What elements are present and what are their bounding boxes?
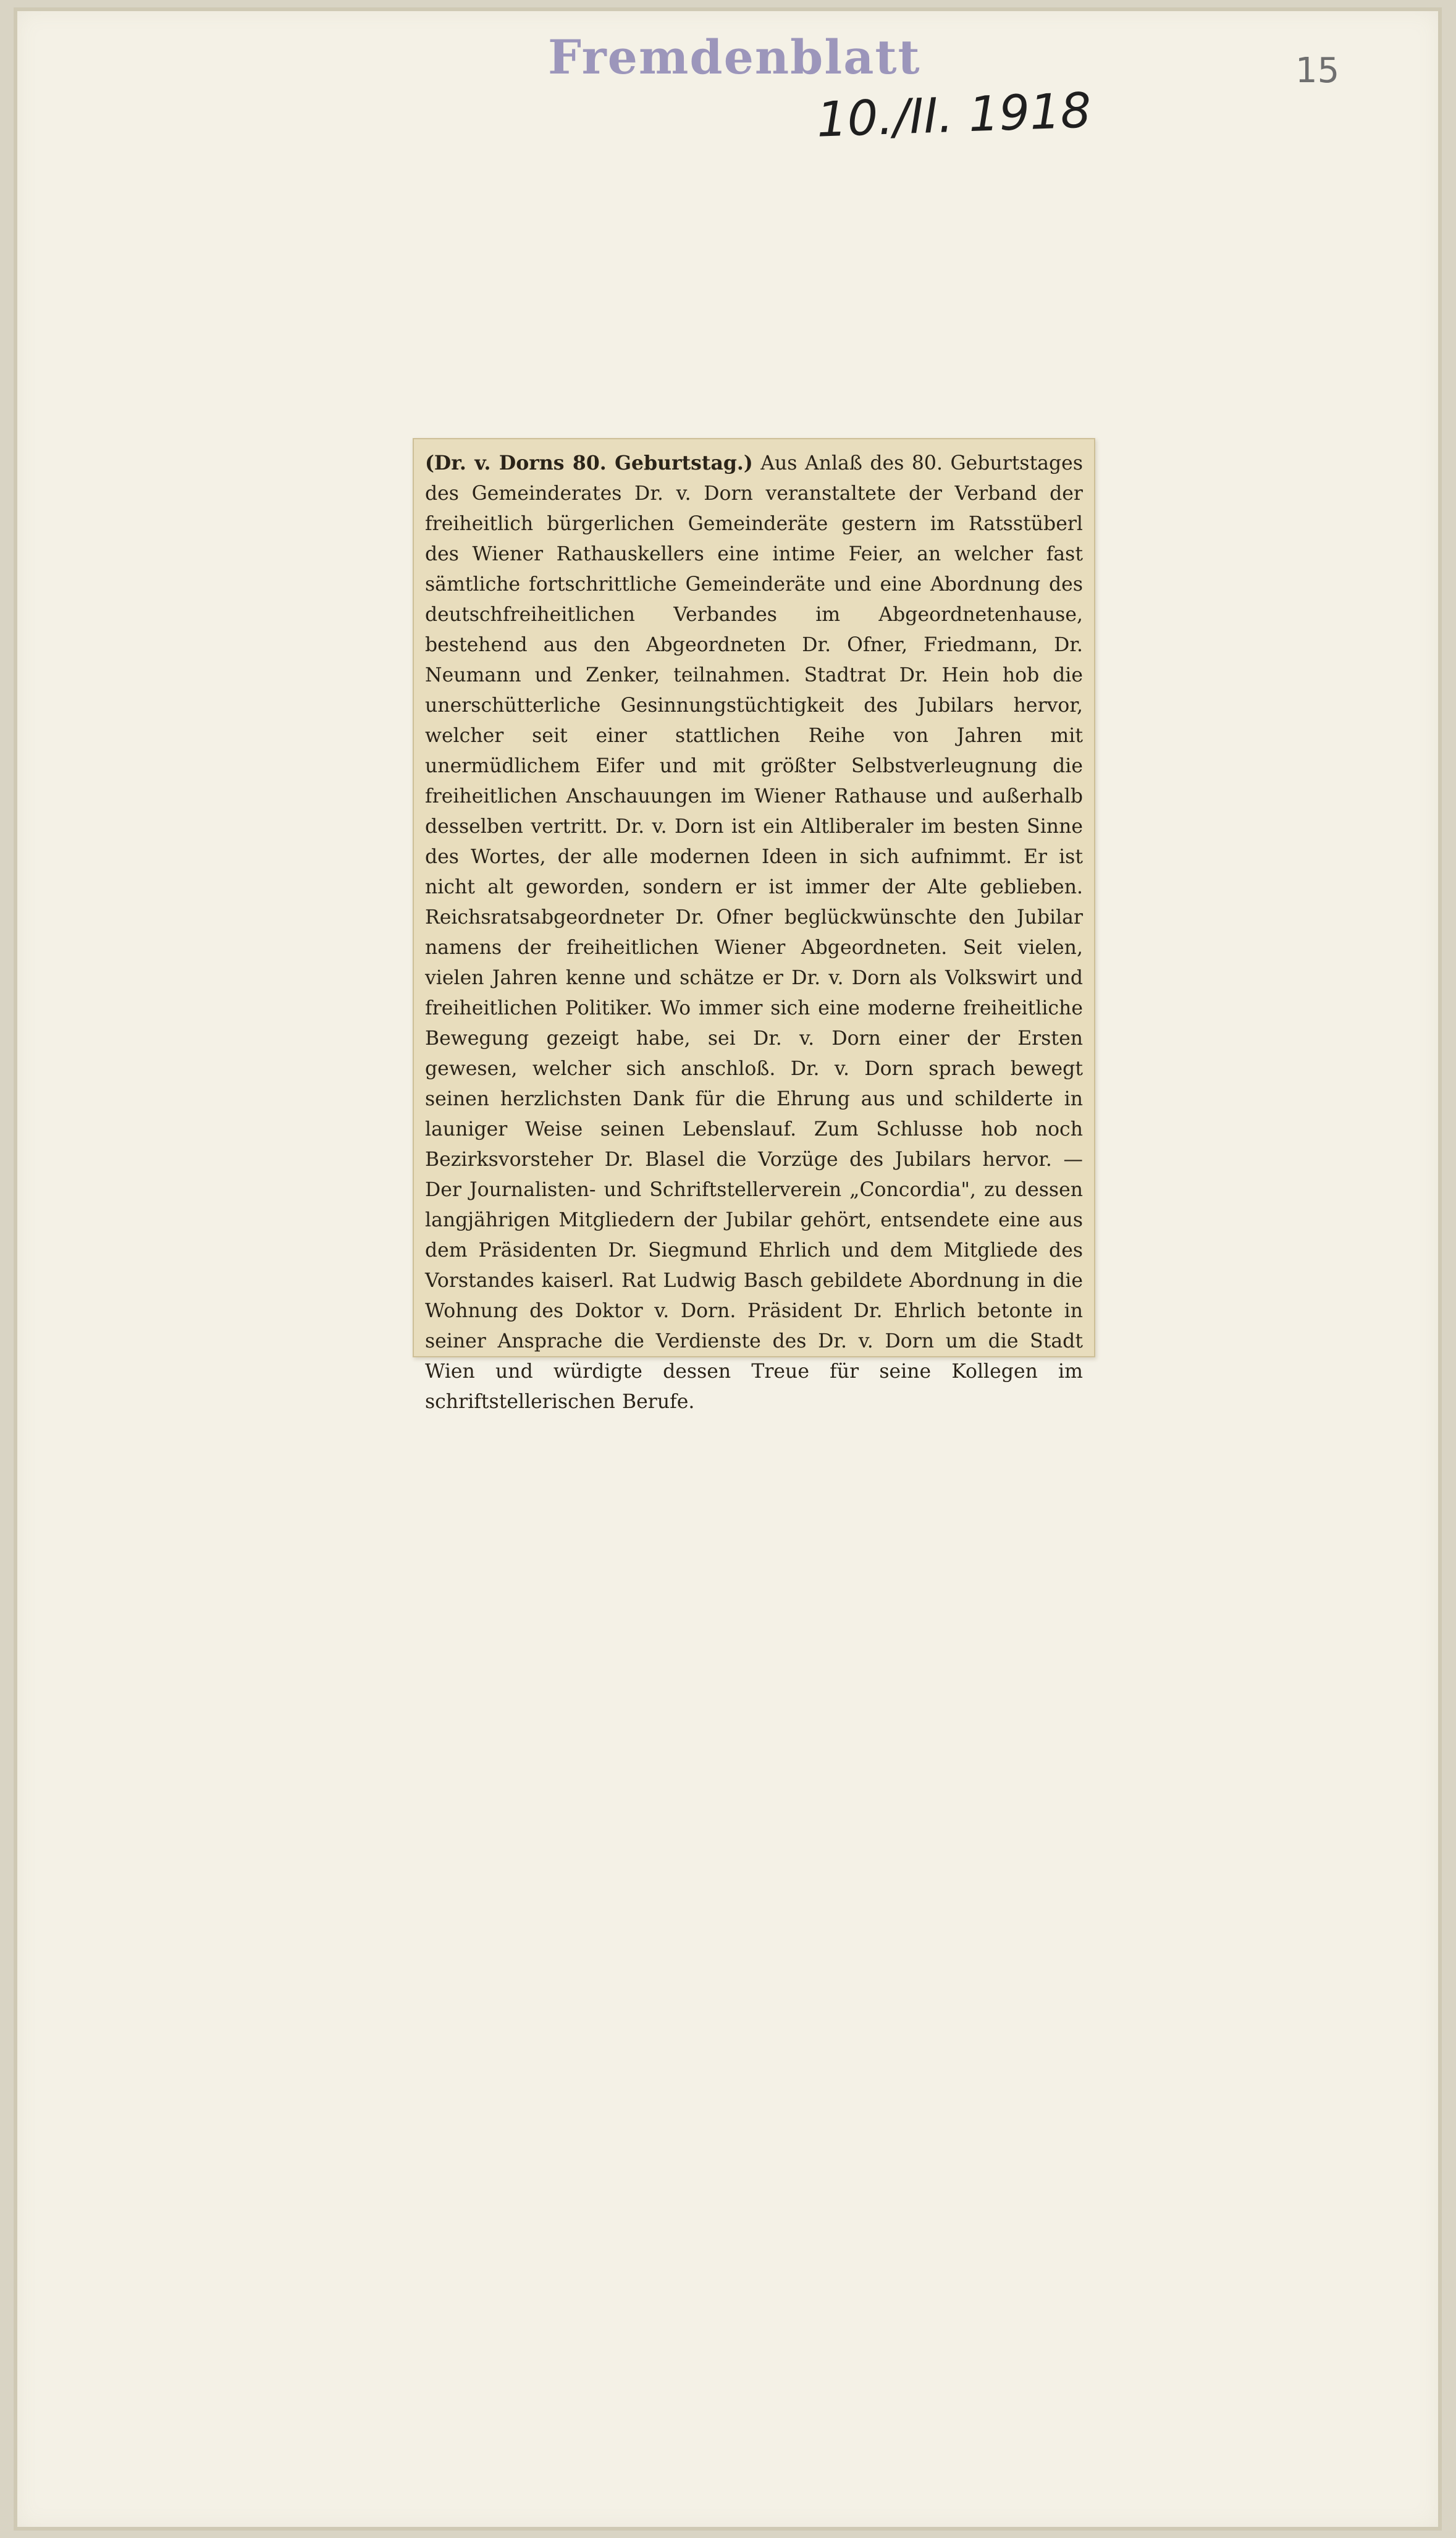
handwritten-date: 10./II. 1918 (815, 83, 1092, 148)
newspaper-clipping (413, 438, 1095, 1413)
archive-page (14, 7, 1442, 2531)
article-body: Aus Anlaß des 80. Geburtstages des Gemeinderates Dr. v. Dorn veranstaltete der Verband der freiheitlich bürgerlichen Gemeinderäte gestern im Ratsstüberl des Wiener Rathauskellers eine intime Feier, an welcher fast sämtliche fortschrittliche Gemeinderäte und eine Abordnung des deutschfreiheitlichen Verbandes im Abgeordnetenhause, bestehend aus den Abgeordneten Dr. Ofner, Friedmann, Dr. Neumann und Zenker, teilnahmen. Stadtrat Dr. Hein hob die unerschütterliche Gesinnungstüchtigkeit des Jubilars hervor, welcher seit einer stattlichen Reihe von Jahren mit unermüdlichem Eifer und mit größter Selbstverleugnung die freiheitlichen Anschauungen im Wiener Rathause und außerhalb desselben vertritt. Dr. v. Dorn ist ein Altliberaler im besten Sinne des Wortes, der alle modernen Ideen in sich aufnimmt. Er ist nicht alt geworden, sondern er ist immer der Alte geblieben. Reichsratsabgeordneter Dr. Ofner beglückwünschte den Jubilar namens der freiheitlichen Wiener Abgeordneten. Seit vielen, vielen Jahren kenne und schätze er Dr. v. Dorn als Volkswirt und freiheitlichen Politiker. Wo immer sich eine moderne freiheitliche Bewegung gezeigt habe, sei Dr. v. Dorn einer der Ersten gewesen, welcher sich anschloß. Dr. v. Dorn sprach bewegt seinen herzlichsten Dank für die Ehrung aus und schilderte in launiger Weise seinen Lebenslauf. Zum Schlusse hob noch Bezirksvorsteher Dr. Blasel die Vorzüge des Jubilars hervor. — Der Journalisten- und Schriftstellerverein „Concordia", zu dessen langjährigen Mitgliedern der Jubilar gehört, entsendete eine aus dem Präsidenten Dr. Siegmund Ehrlich und dem Mitgliede des Vorstandes kaiserl. Rat Ludwig Basch gebildete Abordnung in die Wohnung des Doktor v. Dorn. Präsident Dr. Ehrlich betonte in seiner Ansprache die Verdienste des Dr. v. Dorn um die Stadt Wien und würdigte dessen Treue für seine Kollegen im schriftstellerischen Berufe. (425, 452, 1083, 1413)
article-title: (Dr. v. Dorns 80. Geburtstag.) (425, 452, 753, 474)
page-number: 15 (1295, 51, 1340, 91)
newspaper-stamp: Fremdenblatt (548, 30, 921, 85)
article-text (425, 448, 1083, 1417)
